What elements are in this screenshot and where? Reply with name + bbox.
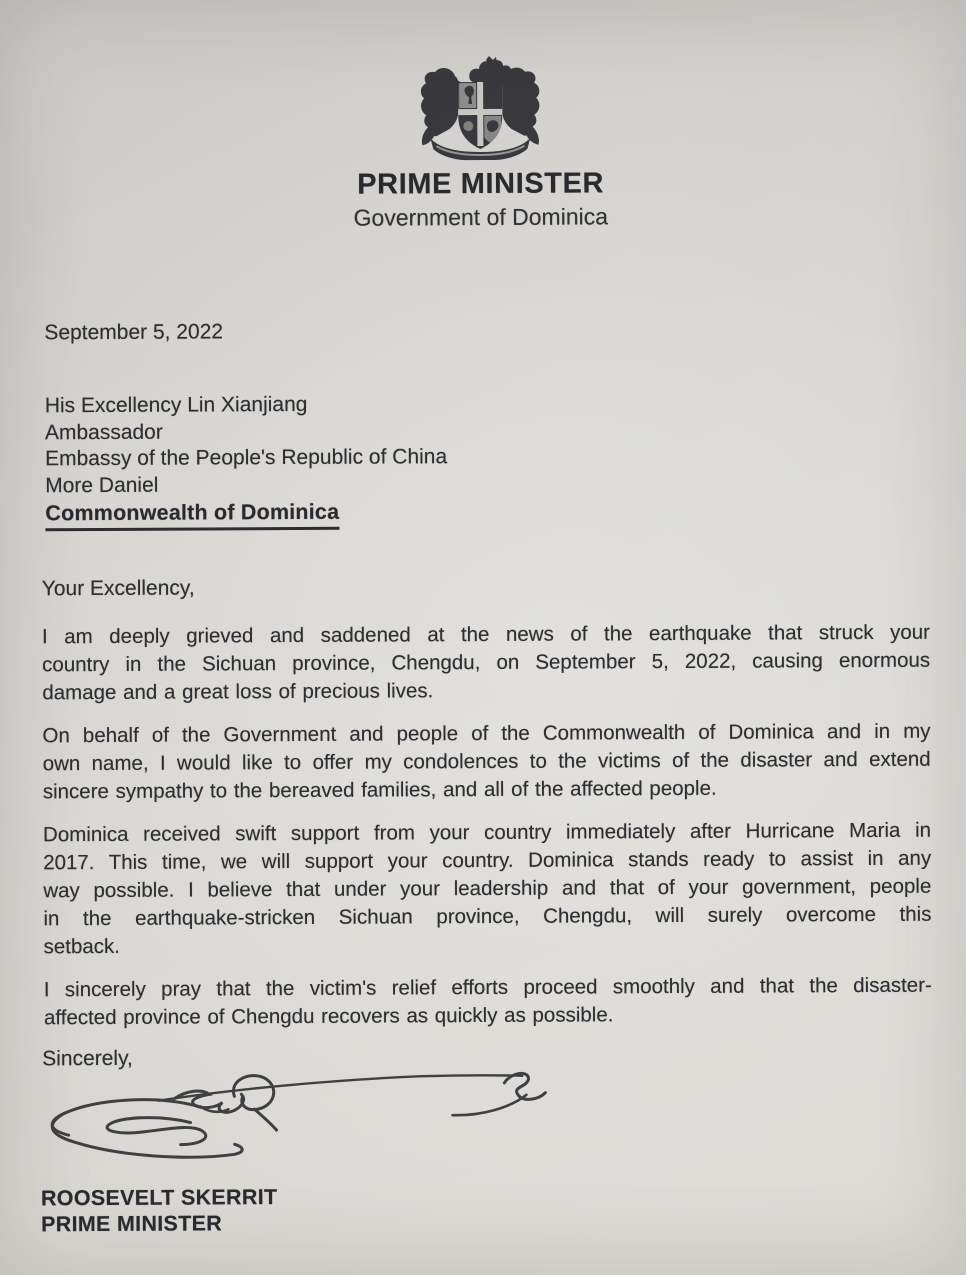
paragraph: [44, 971, 932, 1032]
paragraph: [43, 816, 932, 961]
letterhead: [0, 0, 964, 234]
dominica-coat-of-arms-icon: [416, 56, 545, 161]
recipient-org: Embassy of the People's Republic of China: [44, 445, 448, 471]
body-line: damage and a great loss of precious lives.: [42, 678, 434, 704]
body-line: country in the Sichuan province, Chengdu, on September 5, 2022, causing enormous: [42, 648, 931, 676]
body-line: affected province of Chengdu recovers as quickly as possible.: [43, 1002, 614, 1029]
recipient-name: His Excellency Lin Xianjiang: [44, 392, 308, 418]
body-line: 2017. This time, we will support your country. Dominica stands ready to assist in any: [43, 846, 932, 874]
closing: Sincerely,: [42, 1046, 133, 1070]
body-line: way possible. I believe that under your leadership and that of your government, people: [43, 874, 932, 902]
salutation: Your Excellency,: [41, 576, 195, 600]
body-line: I sincerely pray that the victim's relief efforts proceed smoothly and that the disaster-: [43, 973, 932, 1001]
body-line: sincere sympathy to the bereaved families, and all of the affected people.: [42, 776, 717, 803]
handwritten-signature: [38, 1064, 639, 1183]
body-line: I am deeply grieved and saddened at the news of the earthquake that struck your: [41, 620, 931, 648]
letterhead-subtitle: Government of Dominica: [353, 203, 609, 231]
body-line: own name, I would like to offer my condolences to the victims of the disaster and extend: [42, 747, 931, 775]
signatory-name: ROOSEVELT SKERRIT: [40, 1184, 278, 1210]
recipient-role: Ambassador: [44, 420, 163, 444]
body-line: setback.: [43, 934, 121, 958]
body-line: On behalf of the Government and people of the Commonwealth of Dominica and in my: [42, 719, 931, 747]
letter-body: [42, 618, 932, 1032]
recipient-block: [45, 388, 966, 530]
letterhead-title: PRIME MINISTER: [357, 167, 605, 201]
body-line: Dominica received swift support from your country immediately after Hurricane Maria in: [42, 818, 932, 846]
signatory-title: PRIME MINISTER: [41, 1211, 223, 1237]
body-line: in the earthquake-stricken Sichuan province, Chengdu, will surely overcome this: [43, 902, 932, 930]
signature-area: [38, 1066, 966, 1183]
signatory-block: [41, 1180, 966, 1238]
recipient-country: Commonwealth of Dominica: [45, 499, 339, 531]
paragraph: [42, 618, 930, 707]
paragraph: [42, 717, 930, 806]
recipient-locality: More Daniel: [45, 473, 159, 497]
letter-date: September 5, 2022: [44, 320, 224, 345]
